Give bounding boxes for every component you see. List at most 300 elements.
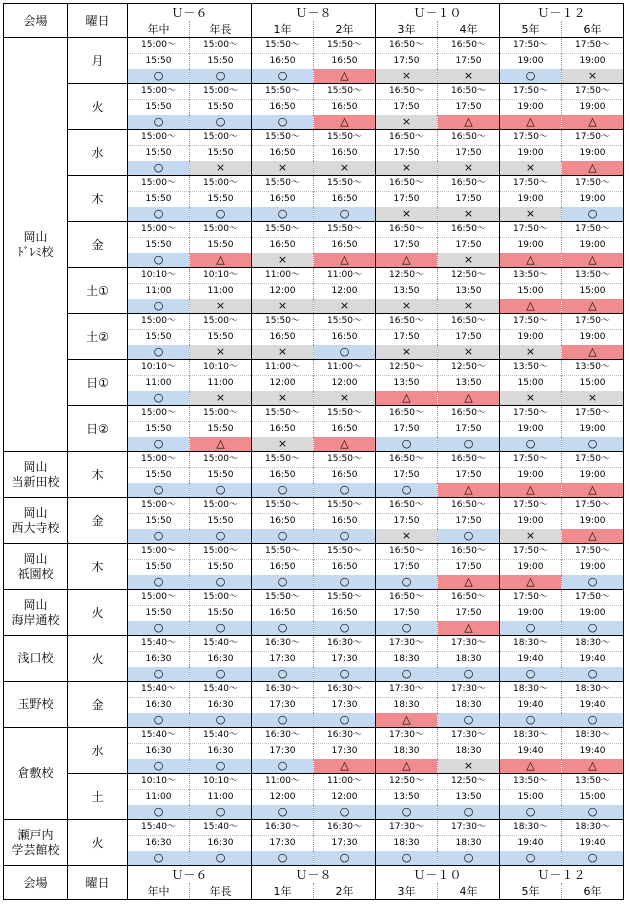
end-time: 17:30 [314,652,376,668]
end-time: 17:50 [376,238,438,254]
end-time: 19:00 [500,606,562,622]
end-time: 15:50 [128,606,190,622]
day-header: 曜日 [68,4,128,38]
availability-status: ○ [252,851,314,866]
end-time: 19:00 [562,560,624,576]
end-time: 15:50 [128,330,190,346]
availability-status: ○ [376,483,438,498]
availability-status: ○ [252,115,314,130]
end-time: 15:00 [562,790,624,806]
header-row-groups [4,4,624,22]
day-header: 曜日 [68,866,128,900]
session-time-start-row [4,222,624,238]
start-time: 11:00～ [252,268,314,284]
start-time: 17:50～ [562,406,624,422]
venue-name: 岡山 当新田校 [4,452,68,498]
end-time: 16:50 [252,606,314,622]
availability-status: △ [190,437,252,452]
day-cell: 木 [68,452,128,498]
availability-status: △ [376,391,438,406]
start-time: 16:50～ [376,406,438,422]
availability-status: ○ [314,713,376,728]
start-time: 16:50～ [376,84,438,100]
day-cell: 水 [68,728,128,774]
availability-status: △ [438,575,500,590]
day-cell: 火 [68,590,128,636]
start-time: 15:50～ [252,498,314,514]
availability-status: × [500,207,562,222]
start-time: 15:50～ [314,590,376,606]
end-time: 16:30 [190,698,252,714]
end-time: 19:00 [562,330,624,346]
end-time: 11:00 [190,790,252,806]
start-time: 16:50～ [438,222,500,238]
end-time: 17:50 [438,100,500,116]
availability-status: ○ [128,805,190,820]
end-time: 15:00 [562,284,624,300]
start-time: 11:00～ [252,774,314,790]
start-time: 15:00～ [128,84,190,100]
availability-status: ○ [190,621,252,636]
start-time: 16:50～ [438,406,500,422]
start-time: 16:50～ [376,38,438,54]
end-time: 17:30 [314,836,376,852]
group-header: Ｕ－１０ [376,866,500,884]
group-header: Ｕ－８ [252,866,376,884]
availability-status: ○ [128,575,190,590]
end-time: 19:00 [562,514,624,530]
availability-status: ○ [252,667,314,682]
day-cell: 火 [68,820,128,866]
availability-status: ○ [562,437,624,452]
start-time: 16:50～ [376,590,438,606]
day-cell: 火 [68,84,128,130]
start-time: 15:50～ [252,452,314,468]
start-time: 15:50～ [314,222,376,238]
end-time: 19:00 [500,422,562,438]
session-time-start-row [4,544,624,560]
availability-status: ○ [376,437,438,452]
availability-status: ○ [438,437,500,452]
availability-status: × [376,207,438,222]
end-time: 19:00 [562,606,624,622]
start-time: 15:40～ [128,820,190,836]
availability-status: ○ [128,391,190,406]
start-time: 12:50～ [376,774,438,790]
start-time: 16:50～ [376,222,438,238]
start-time: 18:30～ [500,820,562,836]
venue-name: 瀬戸内 学芸館校 [4,820,68,866]
start-time: 17:50～ [562,176,624,192]
end-time: 17:50 [438,146,500,162]
start-time: 15:00～ [190,406,252,422]
availability-status: ○ [438,529,500,544]
end-time: 15:50 [128,54,190,70]
start-time: 17:30～ [438,820,500,836]
end-time: 15:50 [190,192,252,208]
availability-status: ○ [190,207,252,222]
end-time: 11:00 [128,376,190,392]
start-time: 18:30～ [562,728,624,744]
start-time: 17:50～ [562,498,624,514]
end-time: 19:00 [500,54,562,70]
end-time: 15:50 [190,468,252,484]
start-time: 15:50～ [252,222,314,238]
session-time-start-row [4,728,624,744]
day-cell: 日② [68,406,128,452]
start-time: 11:00～ [314,774,376,790]
availability-status: ○ [128,253,190,268]
availability-status: △ [562,345,624,360]
start-time: 10:10～ [190,360,252,376]
availability-status: ○ [562,805,624,820]
end-time: 16:50 [252,146,314,162]
availability-status: △ [562,161,624,176]
start-time: 15:00～ [128,544,190,560]
grade-header: 6年 [562,883,624,900]
availability-status: ○ [128,621,190,636]
start-time: 15:50～ [314,498,376,514]
end-time: 17:50 [438,560,500,576]
start-time: 10:10～ [190,268,252,284]
end-time: 19:40 [500,698,562,714]
start-time: 17:30～ [376,682,438,698]
start-time: 15:40～ [190,636,252,652]
end-time: 15:00 [562,376,624,392]
grade-header: 5年 [500,883,562,900]
end-time: 15:50 [190,238,252,254]
availability-status: ○ [190,851,252,866]
availability-status: ○ [376,851,438,866]
end-time: 17:50 [376,468,438,484]
availability-status: ○ [252,69,314,84]
end-time: 18:30 [438,652,500,668]
end-time: 16:50 [252,54,314,70]
end-time: 17:30 [314,744,376,760]
start-time: 16:50～ [438,130,500,146]
start-time: 17:50～ [500,498,562,514]
availability-status: △ [500,253,562,268]
start-time: 15:40～ [190,682,252,698]
start-time: 16:30～ [314,728,376,744]
end-time: 17:50 [376,422,438,438]
end-time: 19:00 [562,146,624,162]
availability-status: ○ [314,483,376,498]
session-time-start-row [4,176,624,192]
end-time: 17:50 [438,238,500,254]
start-time: 15:40～ [190,820,252,836]
start-time: 15:50～ [314,452,376,468]
day-cell: 火 [68,636,128,682]
availability-status: × [376,345,438,360]
start-time: 16:50～ [376,176,438,192]
end-time: 16:50 [314,330,376,346]
end-time: 17:50 [438,606,500,622]
availability-status: × [376,115,438,130]
start-time: 12:50～ [438,268,500,284]
end-time: 16:50 [314,560,376,576]
availability-status: ○ [252,759,314,774]
end-time: 13:50 [438,284,500,300]
availability-status: ○ [190,805,252,820]
start-time: 13:50～ [562,774,624,790]
start-time: 15:50～ [252,314,314,330]
end-time: 17:30 [252,698,314,714]
end-time: 16:50 [252,560,314,576]
availability-status: × [376,299,438,314]
end-time: 17:30 [252,836,314,852]
start-time: 17:50～ [500,130,562,146]
availability-status: ○ [314,575,376,590]
availability-status: ○ [128,437,190,452]
end-time: 15:50 [128,238,190,254]
availability-status: × [252,437,314,452]
end-time: 13:50 [376,284,438,300]
session-time-start-row [4,360,624,376]
start-time: 16:50～ [438,314,500,330]
availability-status: × [190,391,252,406]
availability-status: × [438,253,500,268]
availability-status: ○ [190,759,252,774]
session-time-start-row [4,636,624,652]
availability-status: × [438,69,500,84]
start-time: 11:00～ [314,360,376,376]
availability-status: ○ [438,667,500,682]
end-time: 15:50 [128,146,190,162]
start-time: 17:50～ [500,38,562,54]
start-time: 15:50～ [252,130,314,146]
start-time: 18:30～ [562,682,624,698]
availability-status: ○ [190,667,252,682]
availability-status: △ [190,253,252,268]
start-time: 17:50～ [500,222,562,238]
day-cell: 水 [68,130,128,176]
grade-header: 5年 [500,21,562,38]
availability-status: △ [562,483,624,498]
end-time: 19:40 [562,698,624,714]
availability-status: △ [500,299,562,314]
start-time: 16:30～ [314,820,376,836]
availability-status: ○ [128,713,190,728]
end-time: 15:50 [128,560,190,576]
group-header: Ｕ－１０ [376,4,500,22]
availability-status: △ [500,759,562,774]
availability-status: △ [562,253,624,268]
start-time: 17:50～ [562,222,624,238]
venue-name: 浅口校 [4,636,68,682]
grade-header: 年中 [128,883,190,900]
availability-status: △ [562,759,624,774]
availability-status: ○ [562,207,624,222]
start-time: 17:50～ [500,452,562,468]
start-time: 16:30～ [252,682,314,698]
end-time: 19:00 [500,100,562,116]
venue-name: 岡山 西大寺校 [4,498,68,544]
end-time: 15:00 [500,376,562,392]
availability-status: × [376,69,438,84]
grade-header: 4年 [438,21,500,38]
availability-status: △ [314,437,376,452]
availability-status: ○ [128,207,190,222]
availability-status: × [190,161,252,176]
end-time: 15:50 [190,100,252,116]
end-time: 13:50 [438,376,500,392]
day-cell: 金 [68,498,128,544]
end-time: 16:50 [314,422,376,438]
availability-status: ○ [562,621,624,636]
start-time: 16:50～ [438,498,500,514]
end-time: 17:30 [252,652,314,668]
end-time: 11:00 [190,376,252,392]
availability-status: ○ [252,575,314,590]
end-time: 17:50 [376,192,438,208]
end-time: 19:40 [562,744,624,760]
start-time: 15:40～ [128,636,190,652]
availability-status: ○ [128,161,190,176]
availability-status: ○ [314,667,376,682]
start-time: 17:30～ [438,728,500,744]
availability-status: × [314,391,376,406]
start-time: 15:00～ [190,544,252,560]
start-time: 16:50～ [376,314,438,330]
venue-name: 倉敷校 [4,728,68,820]
end-time: 15:50 [128,468,190,484]
end-time: 19:00 [562,54,624,70]
end-time: 17:50 [438,514,500,530]
start-time: 15:00～ [190,314,252,330]
end-time: 17:50 [438,468,500,484]
start-time: 15:00～ [128,590,190,606]
session-time-start-row [4,406,624,422]
end-time: 15:50 [190,514,252,530]
end-time: 18:30 [438,698,500,714]
start-time: 18:30～ [500,636,562,652]
end-time: 12:00 [314,790,376,806]
availability-status: ○ [128,759,190,774]
table-body [4,38,624,866]
availability-status: ○ [562,575,624,590]
end-time: 16:30 [128,652,190,668]
day-cell: 土② [68,314,128,360]
end-time: 11:00 [128,284,190,300]
availability-status: ○ [314,851,376,866]
start-time: 15:50～ [252,84,314,100]
start-time: 15:00～ [190,130,252,146]
availability-status: ○ [438,805,500,820]
grade-header: 1年 [252,883,314,900]
availability-status: △ [438,115,500,130]
start-time: 16:50～ [376,498,438,514]
session-time-start-row [4,268,624,284]
start-time: 15:00～ [128,314,190,330]
start-time: 16:50～ [438,84,500,100]
start-time: 16:50～ [376,130,438,146]
end-time: 15:00 [500,790,562,806]
availability-status: ○ [314,345,376,360]
availability-status: △ [562,299,624,314]
availability-status: ○ [500,851,562,866]
availability-status: △ [314,69,376,84]
start-time: 16:30～ [252,636,314,652]
end-time: 19:40 [500,744,562,760]
availability-status: × [190,345,252,360]
grade-header: 4年 [438,883,500,900]
availability-status: △ [438,621,500,636]
availability-status: ○ [252,713,314,728]
start-time: 16:50～ [438,544,500,560]
availability-status: × [252,299,314,314]
end-time: 13:50 [438,790,500,806]
end-time: 16:30 [190,652,252,668]
end-time: 12:00 [314,284,376,300]
start-time: 16:50～ [376,452,438,468]
end-time: 17:50 [438,54,500,70]
end-time: 16:30 [128,698,190,714]
end-time: 19:00 [500,468,562,484]
end-time: 15:50 [190,146,252,162]
start-time: 15:00～ [190,176,252,192]
availability-status: × [190,299,252,314]
end-time: 19:00 [562,468,624,484]
end-time: 15:50 [128,514,190,530]
start-time: 17:50～ [562,314,624,330]
end-time: 18:30 [376,836,438,852]
end-time: 17:50 [376,54,438,70]
day-cell: 日① [68,360,128,406]
table-header-bottom [4,866,624,900]
table-header-top [4,4,624,38]
session-time-start-row [4,682,624,698]
end-time: 11:00 [128,790,190,806]
start-time: 12:50～ [438,360,500,376]
availability-status: ○ [500,437,562,452]
group-header: Ｕ－６ [128,866,252,884]
end-time: 18:30 [376,744,438,760]
end-time: 16:50 [314,514,376,530]
start-time: 17:30～ [376,820,438,836]
availability-status: × [500,345,562,360]
end-time: 17:50 [376,330,438,346]
end-time: 16:50 [314,238,376,254]
end-time: 19:40 [500,652,562,668]
grade-header: 年長 [190,883,252,900]
availability-status: × [314,161,376,176]
venue-name: 玉野校 [4,682,68,728]
end-time: 16:50 [252,330,314,346]
start-time: 15:50～ [314,84,376,100]
start-time: 15:50～ [314,38,376,54]
start-time: 16:30～ [314,636,376,652]
start-time: 13:50～ [562,268,624,284]
end-time: 19:00 [500,192,562,208]
availability-status: × [562,69,624,84]
group-header: Ｕ－１２ [500,4,624,22]
start-time: 11:00～ [314,268,376,284]
session-time-start-row [4,130,624,146]
availability-status: × [562,391,624,406]
day-cell: 木 [68,176,128,222]
end-time: 19:00 [562,100,624,116]
end-time: 19:00 [500,560,562,576]
start-time: 10:10～ [128,774,190,790]
end-time: 17:50 [376,514,438,530]
end-time: 12:00 [252,790,314,806]
end-time: 12:00 [252,376,314,392]
end-time: 16:50 [252,422,314,438]
end-time: 19:40 [500,836,562,852]
end-time: 19:00 [500,238,562,254]
session-time-start-row [4,590,624,606]
